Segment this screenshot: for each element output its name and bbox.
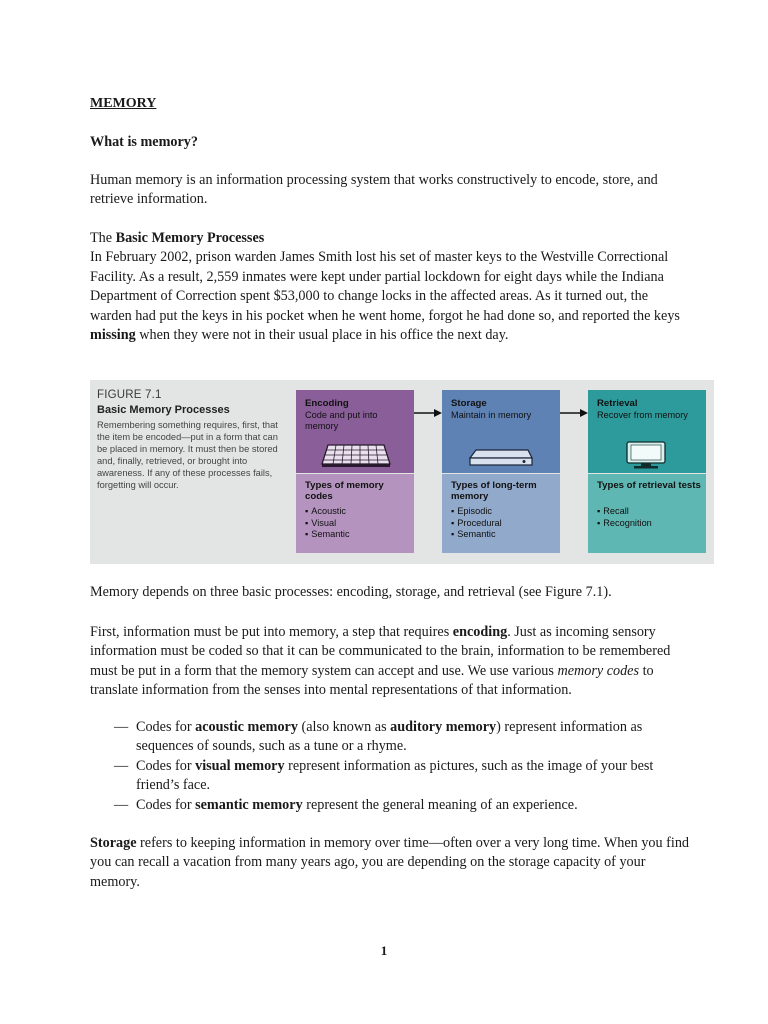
section-title: Basic Memory Processes — [115, 230, 265, 246]
page-heading: MEMORY — [90, 96, 157, 111]
retrieval-types-title: Types of retrieval tests — [597, 480, 701, 491]
bullet-semantic — [114, 796, 674, 815]
question-heading: What is memory? — [90, 134, 198, 150]
encoding-box — [296, 390, 414, 553]
figure-number: FIGURE 7.1 — [97, 389, 162, 401]
retrieval-box — [588, 390, 706, 553]
monitor-icon — [624, 440, 668, 470]
bullet-post: represent the general meaning of an experience. — [302, 797, 578, 813]
encoding-types-title: Types of memory codes — [305, 480, 384, 502]
figure-basic-memory-processes — [90, 380, 714, 564]
bullet-post: ) represent information as sequences of sounds, such as a tune or a rhyme. — [136, 719, 643, 755]
bullet-visual — [114, 757, 674, 796]
encoding-types-list — [305, 506, 350, 541]
encoding-box-top — [296, 390, 414, 473]
storage-box-bottom — [442, 474, 560, 553]
encoding-subtitle: Code and put into memory — [305, 410, 378, 431]
story-bold-missing: missing — [90, 327, 136, 344]
bullet-dash: — — [114, 719, 129, 735]
list-item: ▪ Acoustic — [305, 506, 350, 518]
storage-types-title: Types of long-term memory — [451, 480, 537, 502]
list-item: ▪ Recognition — [597, 518, 652, 530]
page-number: 1 — [380, 943, 388, 958]
bullet-text — [136, 796, 674, 815]
figure-title: Basic Memory Processes — [97, 404, 230, 416]
bullet-text — [136, 757, 674, 796]
encoding-bold: encoding — [452, 624, 508, 640]
arrow-right-icon — [414, 408, 442, 418]
retrieval-box-bottom — [588, 474, 706, 553]
storage-paragraph — [90, 834, 690, 892]
encoding-paragraph — [90, 623, 690, 701]
list-item: ▪ Recall — [597, 506, 652, 518]
bullet-pre: Codes for — [136, 719, 196, 735]
list-item: ▪ Episodic — [451, 506, 502, 518]
bullet-text — [136, 718, 674, 757]
memory-codes-italic: memory codes — [557, 662, 640, 679]
drive-icon — [468, 448, 534, 468]
encoding-title: Encoding — [305, 398, 349, 409]
arrow-right-icon — [560, 408, 588, 418]
encoding-box-bottom — [296, 474, 414, 553]
bullet-pre: Codes for — [136, 797, 196, 813]
bullet-bold-2: auditory memory — [390, 719, 497, 735]
section-prefix: The — [90, 230, 116, 246]
bullet-bold: acoustic memory — [195, 719, 298, 735]
story-text-2: when they were not in their usual place in his office the next day. — [135, 327, 509, 344]
after-figure-paragraph: Memory depends on three basic processes: encoding, storage, and retrieval (see Figure 7.1). — [90, 584, 612, 600]
bullet-dash: — — [114, 758, 129, 774]
storage-types-list — [451, 506, 502, 541]
basic-processes-paragraph — [90, 229, 690, 345]
bullet-acoustic — [114, 718, 674, 757]
storage-box — [442, 390, 560, 553]
encoding-text-2: . Just as incoming sensory information must be coded so that it can be communicated to the brain, information to be remembered must be put in a form that the memory system can accept and use. We use various — [90, 624, 671, 679]
bullet-dash: — — [114, 797, 129, 813]
encoding-text-3: to translate information from the senses into mental representations of that information. — [90, 662, 654, 699]
bullet-pre: Codes for — [136, 758, 196, 774]
list-item: ▪ Semantic — [305, 529, 350, 541]
storage-title: Storage — [451, 398, 487, 409]
bullet-bold: semantic memory — [195, 797, 303, 813]
retrieval-title: Retrieval — [597, 398, 638, 409]
storage-bold: Storage — [90, 835, 137, 851]
bullet-post: represent information as pictures, such as the image of your best friend’s face. — [136, 758, 654, 794]
storage-box-top — [442, 390, 560, 473]
story-text-1: In February 2002, prison warden James Smith lost his set of master keys to the Westville Correctional Facility. As a result, 2,559 inmates were kept under partial lockdown for eight days while the Indiana Department of Correction spent $53,000 to change locks in the affected areas. As it turned out, the warden had put the keys in his pocket when he went home, forgot he had done so, and reported the keys — [90, 249, 680, 324]
bullet-mid: (also known as — [297, 719, 391, 735]
list-item: ▪ Visual — [305, 518, 350, 530]
figure-caption — [97, 389, 287, 491]
bullet-bold: visual memory — [195, 758, 285, 774]
storage-text: refers to keeping information in memory over time—often over a very long time. When you find you can recall a vacation from many years ago, you are depending on the storage capacity of your memory. — [90, 835, 690, 890]
encoding-text-1: First, information must be put into memory, a step that requires — [90, 624, 453, 640]
definition-paragraph: Human memory is an information processing system that works constructively to encode, store, and retrieve information. — [90, 172, 658, 208]
list-item: ▪ Procedural — [451, 518, 502, 530]
retrieval-subtitle: Recover from memory — [597, 410, 688, 420]
retrieval-types-list — [597, 506, 652, 529]
retrieval-box-top — [588, 390, 706, 473]
figure-description: Remembering something requires, first, that the item be encoded—put in a form that can be placed in memory. It must then be stored and, finally, retrieved, or brought into awareness. If any of these processes fails, forgetting will occur. — [97, 420, 278, 490]
list-item: ▪ Semantic — [451, 529, 502, 541]
keyboard-icon — [320, 442, 392, 468]
storage-subtitle: Maintain in memory — [451, 410, 532, 420]
